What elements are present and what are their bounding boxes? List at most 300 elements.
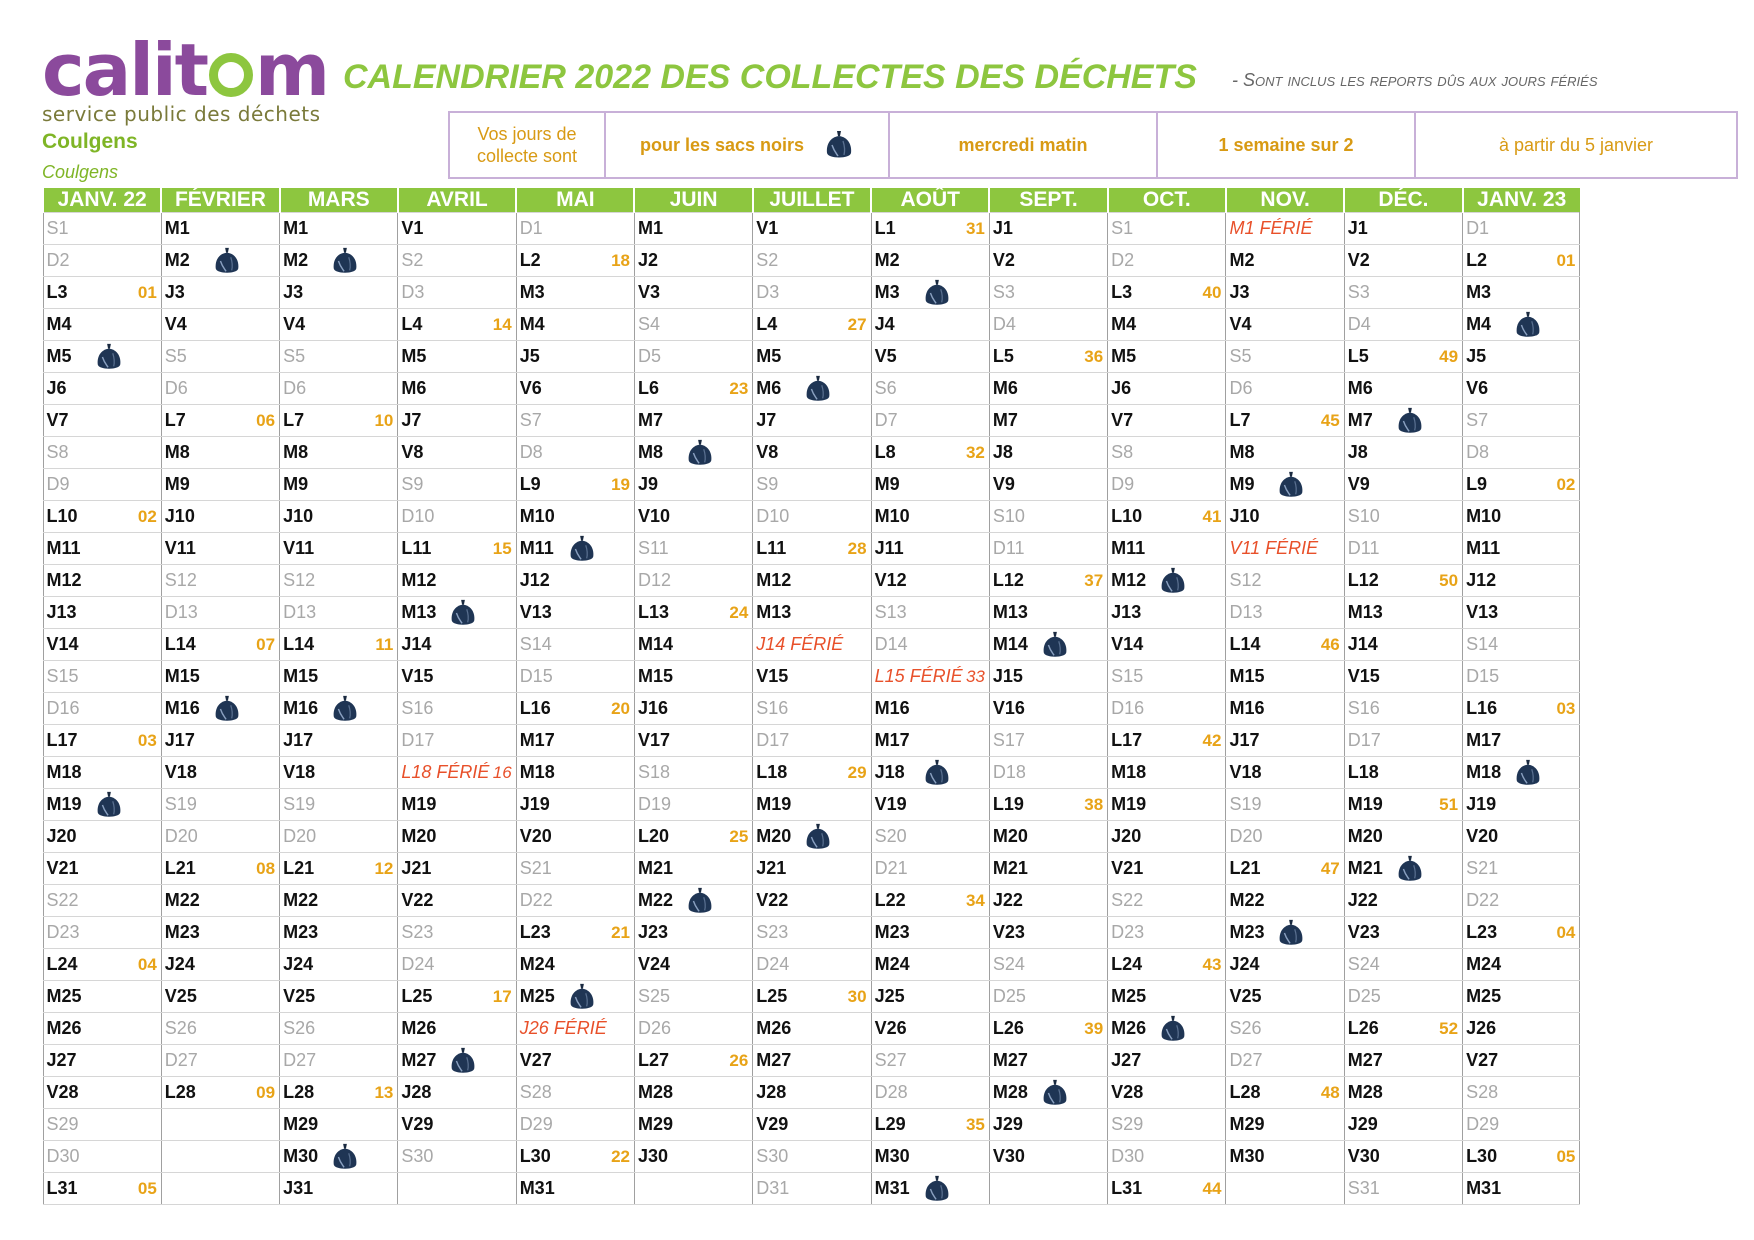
day-cell — [871, 533, 989, 565]
day-cell — [1463, 757, 1580, 789]
day-label: J4 — [874, 314, 895, 334]
day-cell — [516, 1045, 634, 1077]
day-cell — [634, 213, 752, 245]
day-label: M11 — [1111, 538, 1146, 558]
day-label: V23 — [992, 922, 1025, 942]
collection-info-box — [448, 111, 1738, 179]
week-number: 05 — [1556, 1147, 1576, 1166]
day-label: S22 — [46, 890, 79, 910]
day-cell — [280, 693, 398, 725]
day-label: L12 — [1347, 570, 1379, 590]
day-cell — [1344, 597, 1462, 629]
day-cell — [634, 725, 752, 757]
day-cell — [43, 1173, 161, 1205]
day-cell — [634, 533, 752, 565]
day-label: S20 — [874, 826, 907, 846]
day-label: D13 — [283, 602, 317, 622]
day-label: M2 — [1229, 250, 1255, 270]
day-label: D14 — [874, 634, 908, 654]
day-cell — [398, 789, 516, 821]
day-cell — [43, 821, 161, 853]
day-cell — [398, 661, 516, 693]
day-label: D9 — [46, 474, 70, 494]
day-cell — [989, 885, 1107, 917]
day-cell — [161, 949, 279, 981]
day-cell — [871, 1141, 989, 1173]
day-cell — [1108, 757, 1226, 789]
day-label: D9 — [1111, 474, 1135, 494]
month-header: FÉVRIER — [161, 188, 279, 213]
day-label: L14 — [164, 634, 196, 654]
day-cell — [43, 1045, 161, 1077]
day-cell — [1108, 1013, 1226, 1045]
day-label: D1 — [1466, 218, 1490, 238]
day-label: M15 — [637, 666, 673, 686]
day-label: M22 — [164, 890, 200, 910]
day-label: M11 — [519, 538, 554, 558]
day-label: V28 — [1111, 1082, 1144, 1102]
day-label: M19 — [1111, 794, 1147, 814]
week-number: 29 — [847, 763, 867, 782]
day-label: M29 — [637, 1114, 673, 1134]
day-label: M19 — [46, 794, 82, 814]
day-label: V1 — [756, 218, 779, 238]
day-cell — [753, 1077, 871, 1109]
day-cell — [161, 693, 279, 725]
day-label: M22 — [1229, 890, 1265, 910]
calendar-row — [43, 405, 1580, 437]
day-label: V5 — [874, 346, 897, 366]
day-label: L16 — [519, 698, 551, 718]
day-cell — [516, 437, 634, 469]
day-label: M9 — [164, 474, 190, 494]
day-label: M26 — [46, 1018, 82, 1038]
day-cell — [1344, 725, 1462, 757]
day-label: M18 — [519, 762, 555, 782]
day-label: M27 — [992, 1050, 1028, 1070]
week-number: 01 — [1556, 251, 1576, 270]
day-label: M13 — [401, 602, 437, 622]
garbage-bag-icon — [330, 694, 360, 724]
week-number: 13 — [374, 1083, 394, 1102]
day-cell — [634, 917, 752, 949]
day-label: V1 — [401, 218, 424, 238]
day-cell — [280, 469, 398, 501]
calendar-month-headers — [43, 188, 1580, 213]
week-number: 42 — [1202, 731, 1222, 750]
day-cell — [989, 725, 1107, 757]
day-label: J14 — [1347, 634, 1378, 654]
day-label: M18 — [1111, 762, 1147, 782]
calendar-row — [43, 1045, 1580, 1077]
day-cell — [1108, 469, 1226, 501]
day-cell — [1108, 309, 1226, 341]
calendar-row — [43, 725, 1580, 757]
day-cell — [989, 373, 1107, 405]
day-label: M25 — [1111, 986, 1147, 1006]
week-number: 33 — [965, 667, 985, 686]
day-label: M7 — [1347, 410, 1373, 430]
day-label: V29 — [401, 1114, 434, 1134]
day-label: D6 — [1229, 378, 1253, 398]
day-cell — [1108, 1077, 1226, 1109]
week-number: 27 — [847, 315, 867, 334]
day-label: V27 — [519, 1050, 552, 1070]
day-label: M8 — [637, 442, 663, 462]
day-label: L27 — [637, 1050, 670, 1070]
day-label: S31 — [1347, 1178, 1380, 1198]
day-cell — [989, 1077, 1107, 1109]
day-cell — [1344, 565, 1462, 597]
day-cell — [516, 693, 634, 725]
day-label: M30 — [1229, 1146, 1265, 1166]
day-label: L6 — [637, 378, 659, 398]
day-label: M23 — [1229, 922, 1265, 942]
day-cell — [871, 469, 989, 501]
day-label: M3 — [519, 282, 545, 302]
day-label: V13 — [519, 602, 552, 622]
day-cell — [1463, 469, 1580, 501]
garbage-bag-icon — [448, 598, 478, 628]
day-cell — [634, 1045, 752, 1077]
day-label: J12 — [1466, 570, 1497, 590]
day-cell — [161, 213, 279, 245]
calendar-row — [43, 213, 1580, 245]
garbage-bag-icon — [1158, 1014, 1188, 1044]
day-cell — [1463, 277, 1580, 309]
day-label: V30 — [992, 1146, 1025, 1166]
day-label: M17 — [874, 730, 910, 750]
day-cell — [43, 309, 161, 341]
day-cell — [1108, 501, 1226, 533]
day-cell — [989, 341, 1107, 373]
day-label: D24 — [756, 954, 790, 974]
day-cell — [161, 1173, 279, 1205]
week-number: 32 — [965, 443, 985, 462]
day-label: D4 — [992, 314, 1016, 334]
day-cell — [634, 469, 752, 501]
day-cell — [280, 661, 398, 693]
day-label: D20 — [164, 826, 198, 846]
day-label: S1 — [1111, 218, 1134, 238]
day-label: L30 — [1466, 1146, 1498, 1166]
day-label: D7 — [874, 410, 898, 430]
day-cell — [1108, 597, 1226, 629]
day-cell — [516, 597, 634, 629]
day-label: L23 — [519, 922, 551, 942]
day-cell — [1463, 405, 1580, 437]
day-cell — [753, 533, 871, 565]
calendar-row — [43, 853, 1580, 885]
day-cell — [989, 981, 1107, 1013]
day-cell — [398, 981, 516, 1013]
day-cell — [1226, 373, 1344, 405]
day-label: M1 — [283, 218, 309, 238]
day-label: M27 — [401, 1050, 437, 1070]
day-label: D17 — [756, 730, 790, 750]
day-cell — [43, 437, 161, 469]
day-cell — [1344, 341, 1462, 373]
day-cell — [161, 1109, 279, 1141]
day-cell — [280, 309, 398, 341]
day-cell — [1226, 277, 1344, 309]
day-label: D15 — [519, 666, 553, 686]
day-label: M6 — [401, 378, 427, 398]
day-label: M16 — [874, 698, 910, 718]
day-label: M26 — [756, 1018, 792, 1038]
garbage-bag-icon — [448, 1046, 478, 1076]
day-cell — [1108, 373, 1226, 405]
day-label: J17 — [1229, 730, 1260, 750]
day-cell — [753, 565, 871, 597]
day-label: S28 — [1466, 1082, 1499, 1102]
day-cell — [1463, 853, 1580, 885]
day-cell — [516, 1077, 634, 1109]
garbage-bag-icon — [922, 1174, 952, 1204]
day-label: M1 — [637, 218, 663, 238]
day-cell — [43, 885, 161, 917]
day-cell — [1226, 981, 1344, 1013]
garbage-bag-icon — [803, 374, 833, 404]
day-cell — [1226, 1077, 1344, 1109]
day-label: D27 — [1229, 1050, 1263, 1070]
day-label: J9 — [637, 474, 659, 494]
day-cell — [516, 469, 634, 501]
day-cell — [398, 373, 516, 405]
day-label: M22 — [283, 890, 319, 910]
day-cell — [1344, 853, 1462, 885]
day-label: L18 — [756, 762, 788, 782]
day-cell — [871, 661, 989, 693]
day-label: L7 — [283, 410, 305, 430]
day-cell — [1226, 533, 1344, 565]
day-label: V4 — [1229, 314, 1252, 334]
garbage-bag-icon — [212, 694, 242, 724]
day-cell — [753, 885, 871, 917]
week-number: 30 — [847, 987, 867, 1006]
calendar-row — [43, 693, 1580, 725]
day-label: V20 — [519, 826, 552, 846]
day-label: L3 — [46, 282, 68, 302]
day-cell — [989, 405, 1107, 437]
month-header: JANV. 23 — [1463, 188, 1580, 213]
day-label: J22 — [992, 890, 1023, 910]
day-label: V19 — [874, 794, 907, 814]
day-label: J1 — [992, 218, 1013, 238]
month-header: SEPT. — [989, 188, 1107, 213]
day-label: D8 — [519, 442, 543, 462]
day-cell — [753, 213, 871, 245]
day-label: V23 — [1347, 922, 1380, 942]
day-cell — [516, 565, 634, 597]
garbage-bag-icon — [824, 129, 854, 161]
day-label: D26 — [637, 1018, 672, 1038]
day-cell — [753, 245, 871, 277]
day-cell — [1108, 693, 1226, 725]
day-cell — [1344, 917, 1462, 949]
day-cell — [280, 437, 398, 469]
day-cell — [516, 309, 634, 341]
day-cell — [989, 437, 1107, 469]
day-cell — [161, 501, 279, 533]
day-cell — [1108, 949, 1226, 981]
day-label: L26 — [992, 1018, 1024, 1038]
garbage-bag-icon — [1276, 918, 1306, 948]
day-cell — [1463, 629, 1580, 661]
day-label: M26 — [401, 1018, 437, 1038]
day-label: M10 — [519, 506, 555, 526]
day-label: D23 — [1111, 922, 1145, 942]
day-label: M17 — [1466, 730, 1502, 750]
info-frequency: 1 semaine sur 2 — [1158, 113, 1416, 177]
day-label: S14 — [1466, 634, 1499, 654]
day-label: J8 — [1347, 442, 1368, 462]
day-label: M18 — [46, 762, 82, 782]
day-label: J13 — [1111, 602, 1142, 622]
day-label: V22 — [756, 890, 789, 910]
day-label: J3 — [1229, 282, 1250, 302]
day-cell — [280, 629, 398, 661]
day-cell — [1344, 1045, 1462, 1077]
day-cell — [871, 245, 989, 277]
week-number: 08 — [256, 859, 276, 878]
day-label: M31 — [1466, 1178, 1502, 1198]
logo-leaf-icon — [209, 53, 253, 97]
day-label: L25 — [756, 986, 788, 1006]
day-label: S28 — [519, 1082, 552, 1102]
day-label: V18 — [164, 762, 197, 782]
week-number: 06 — [256, 411, 276, 430]
garbage-bag-icon — [1513, 310, 1543, 340]
week-number: 45 — [1320, 411, 1340, 430]
day-cell — [871, 341, 989, 373]
week-number: 16 — [492, 763, 512, 782]
day-label: M25 — [519, 986, 555, 1006]
day-label: S30 — [401, 1146, 434, 1166]
day-cell — [398, 949, 516, 981]
day-cell — [1463, 1045, 1580, 1077]
day-cell — [280, 501, 398, 533]
day-label: M2 — [874, 250, 900, 270]
day-cell — [871, 405, 989, 437]
day-cell — [989, 245, 1107, 277]
day-label: S26 — [1229, 1018, 1262, 1038]
day-cell — [1463, 597, 1580, 629]
day-label: L14 — [283, 634, 315, 654]
day-cell — [634, 629, 752, 661]
day-label: M27 — [1347, 1050, 1383, 1070]
day-label: M21 — [1347, 858, 1383, 878]
day-label: S17 — [992, 730, 1025, 750]
day-label: J14 — [401, 634, 432, 654]
calendar-row — [43, 1077, 1580, 1109]
calendar-row — [43, 1141, 1580, 1173]
day-label: L28 — [1229, 1082, 1261, 1102]
day-label: J27 — [1111, 1050, 1142, 1070]
day-label: M12 — [756, 570, 792, 590]
day-label: S24 — [992, 954, 1025, 974]
day-cell — [516, 533, 634, 565]
day-label: M4 — [46, 314, 72, 334]
day-label: L13 — [637, 602, 670, 622]
day-label: M20 — [756, 826, 792, 846]
day-label: M28 — [637, 1082, 673, 1102]
day-cell — [871, 821, 989, 853]
calendar-row — [43, 629, 1580, 661]
day-label: S2 — [756, 250, 779, 270]
day-cell — [1344, 1141, 1462, 1173]
calendar-row — [43, 885, 1580, 917]
day-label: M30 — [283, 1146, 319, 1166]
day-label: J5 — [1466, 346, 1487, 366]
day-label: S8 — [1111, 442, 1134, 462]
day-cell — [161, 277, 279, 309]
day-label: V10 — [637, 506, 671, 526]
day-cell — [634, 373, 752, 405]
day-cell — [1344, 981, 1462, 1013]
day-cell — [753, 437, 871, 469]
day-cell — [753, 789, 871, 821]
garbage-bag-icon — [803, 822, 833, 852]
info-label: Vos jours de collecte sont — [450, 113, 606, 177]
day-label: J1 — [1347, 218, 1368, 238]
day-label: M23 — [874, 922, 910, 942]
day-label: M5 — [1111, 346, 1137, 366]
day-cell — [43, 1077, 161, 1109]
day-cell — [161, 725, 279, 757]
day-label: D12 — [637, 570, 672, 590]
day-label: J3 — [164, 282, 185, 302]
day-label: J23 — [637, 922, 669, 942]
calendar-row — [43, 1173, 1580, 1205]
day-label: D3 — [756, 282, 780, 302]
day-cell — [1108, 341, 1226, 373]
day-label: M25 — [1466, 986, 1502, 1006]
day-label: M7 — [992, 410, 1018, 430]
day-label: S3 — [1347, 282, 1370, 302]
day-label: M13 — [756, 602, 792, 622]
day-cell — [43, 245, 161, 277]
day-cell — [1226, 405, 1344, 437]
day-cell — [634, 821, 752, 853]
day-cell — [753, 469, 871, 501]
calendar-row — [43, 565, 1580, 597]
week-number: 34 — [965, 891, 985, 910]
day-cell — [989, 789, 1107, 821]
day-cell — [516, 213, 634, 245]
day-label: D1 — [519, 218, 543, 238]
day-label: M10 — [874, 506, 910, 526]
info-bags: pour les sacs noirs — [606, 113, 890, 177]
day-label: M12 — [401, 570, 437, 590]
day-cell — [989, 853, 1107, 885]
day-label: S21 — [1466, 858, 1499, 878]
day-cell — [1108, 1141, 1226, 1173]
day-label: D13 — [164, 602, 198, 622]
day-cell — [1226, 341, 1344, 373]
week-number: 50 — [1439, 571, 1459, 590]
day-cell — [43, 1013, 161, 1045]
day-cell — [280, 821, 398, 853]
commune-subname: Coulgens — [42, 162, 119, 182]
day-label: V11 FÉRIÉ — [1229, 538, 1319, 558]
calendar-row — [43, 597, 1580, 629]
day-cell — [753, 757, 871, 789]
day-label: V11 — [164, 538, 196, 558]
day-cell — [634, 949, 752, 981]
day-cell — [871, 277, 989, 309]
day-label: L26 — [1347, 1018, 1379, 1038]
